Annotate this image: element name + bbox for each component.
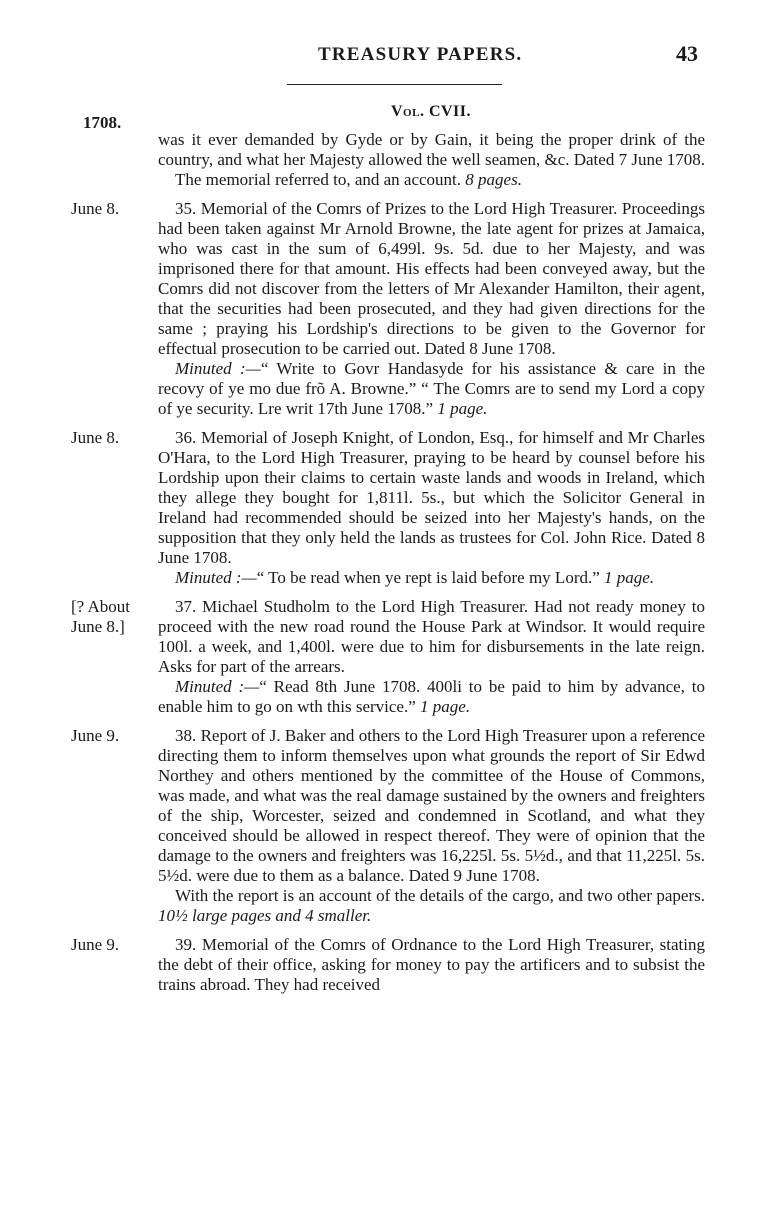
paragraph-text: 36. Memorial of Joseph Knight, of London, Esq., for himself and Mr Charles O'Hara, to the Lord High Treasurer, praying to be heard by counsel before his Lordship upon their claims to certain waste lands and woods in Ireland, which they allege they bought for 1,811l. 5s., but which the Solicitor General in Ireland had recommended should be seized into her Majesty's hands, on the supposition that they only held the lands as trustees for Col. John Rice. Dated 8 June 1708. [158, 428, 705, 567]
entry [0, 199, 770, 419]
entry-date: June 9. [71, 935, 120, 954]
page-count: 1 page. [437, 399, 488, 418]
paragraph-text: was it ever demanded by Gyde or by Gain, it being the proper drink of the country, and what her Majesty allowed the well seamen, &c. Dated 7 June 1708. [158, 130, 705, 169]
page-count: 10½ large pages and 4 smaller. [158, 906, 372, 925]
entry-paragraph [158, 359, 705, 419]
paragraph-text: 35. Memorial of the Comrs of Prizes to the Lord High Treasurer. Proceedings had been taken against Mr Arnold Browne, the late agent for prizes at Jamaica, who was cast in the sum of 6,499l. 9s. 5d. due to her Majesty, and was imprisoned there for that amount. His effects had been conveyed away, but the Comrs did not discover from the letters of Mr Alexander Hamilton, their agent, that the securities had been prosecuted, and they had given directions for the same ; praying his Lordship's directions to be given to the Governor for effectual prosecution to be carried out. Dated 8 June 1708. [158, 199, 705, 358]
paragraph-text: 38. Report of J. Baker and others to the Lord High Treasurer upon a reference directing them to inform themselves upon what grounds the report of Sir Edwd Northey and others mentioned by the committee of the House of Commons, was made, and what was the real damage sustained by the owners and freighters of the ship, Worcester, seized and condemned in Scotland, and what they conceived should be allowed in respect thereof. They were of opinion that the damage to the owners and freighters was 16,225l. 5s. 5½d., and that 11,225l. 5s. 5½d. were due to them as a balance. Dated 9 June 1708. [158, 726, 705, 885]
paragraph-text: “ To be read when ye rept is laid before my Lord.” [256, 568, 600, 587]
entry-paragraph [158, 597, 705, 677]
paragraph-text: With the report is an account of the details of the cargo, and two other papers. [175, 886, 705, 905]
entry-paragraph [158, 170, 705, 190]
paragraph-text: The memorial referred to, and an account. [175, 170, 462, 189]
paragraph-text: “ Read 8th June 1708. 400li to be paid to him by advance, to enable him to go on wth this service.” [158, 677, 705, 716]
entry [0, 726, 770, 926]
entry-date: June 9. [71, 726, 120, 745]
entry-paragraph [158, 568, 705, 588]
entry-date: June 8. [71, 428, 120, 447]
minuted-label: Minuted :— [175, 677, 260, 696]
minuted-label: Minuted :— [175, 359, 261, 378]
entry [0, 935, 770, 995]
volume-label: Vol. CVII. [391, 103, 472, 120]
paragraph-text: 37. Michael Studholm to the Lord High Treasurer. Had not ready money to proceed with the new road round the House Park at Windsor. It would require 100l. a week, and 1,400l. were due to him for disbursements in the late reign. Asks for part of the arrears. [158, 597, 705, 676]
entry [0, 130, 770, 190]
entry-paragraph [158, 677, 705, 717]
paragraph-text: 39. Memorial of the Comrs of Ordnance to the Lord High Treasurer, stating the debt of their office, asking for money to pay the artificers and to subsist the trains abroad. They had received [158, 935, 705, 994]
running-header [0, 41, 770, 74]
running-title: TREASURY PAPERS. [318, 44, 523, 65]
entry-paragraph [158, 428, 705, 568]
entry [0, 597, 770, 717]
entry-body [158, 428, 705, 588]
page-count: 8 pages. [465, 170, 522, 189]
entry-body [158, 726, 705, 926]
header-rule [287, 84, 502, 85]
page-count: 1 page. [604, 568, 655, 587]
year-label: 1708. [83, 113, 122, 132]
page-number: 43 [676, 41, 698, 66]
entry-body [158, 935, 705, 995]
entry-body [158, 597, 705, 717]
entry-date: June 8. [71, 199, 120, 218]
entry [0, 428, 770, 588]
entry-paragraph [158, 199, 705, 359]
entry-paragraph [158, 886, 705, 926]
paragraph-text: “ Write to Govr Handasyde for his assistance & care in the recovy of ye mo due frõ A. Browne.” “ The Comrs are to send my Lord a copy of ye security. Lre writ 17th June 1708.” [158, 359, 705, 418]
entry-body [158, 130, 705, 190]
minuted-label: Minuted :— [175, 568, 257, 587]
page-count: 1 page. [420, 697, 471, 716]
entry-paragraph [158, 130, 705, 170]
entry-body [158, 199, 705, 419]
entries [0, 130, 770, 1004]
entry-paragraph [158, 726, 705, 886]
entry-date: [? About June 8.] [71, 597, 131, 636]
entry-paragraph [158, 935, 705, 995]
